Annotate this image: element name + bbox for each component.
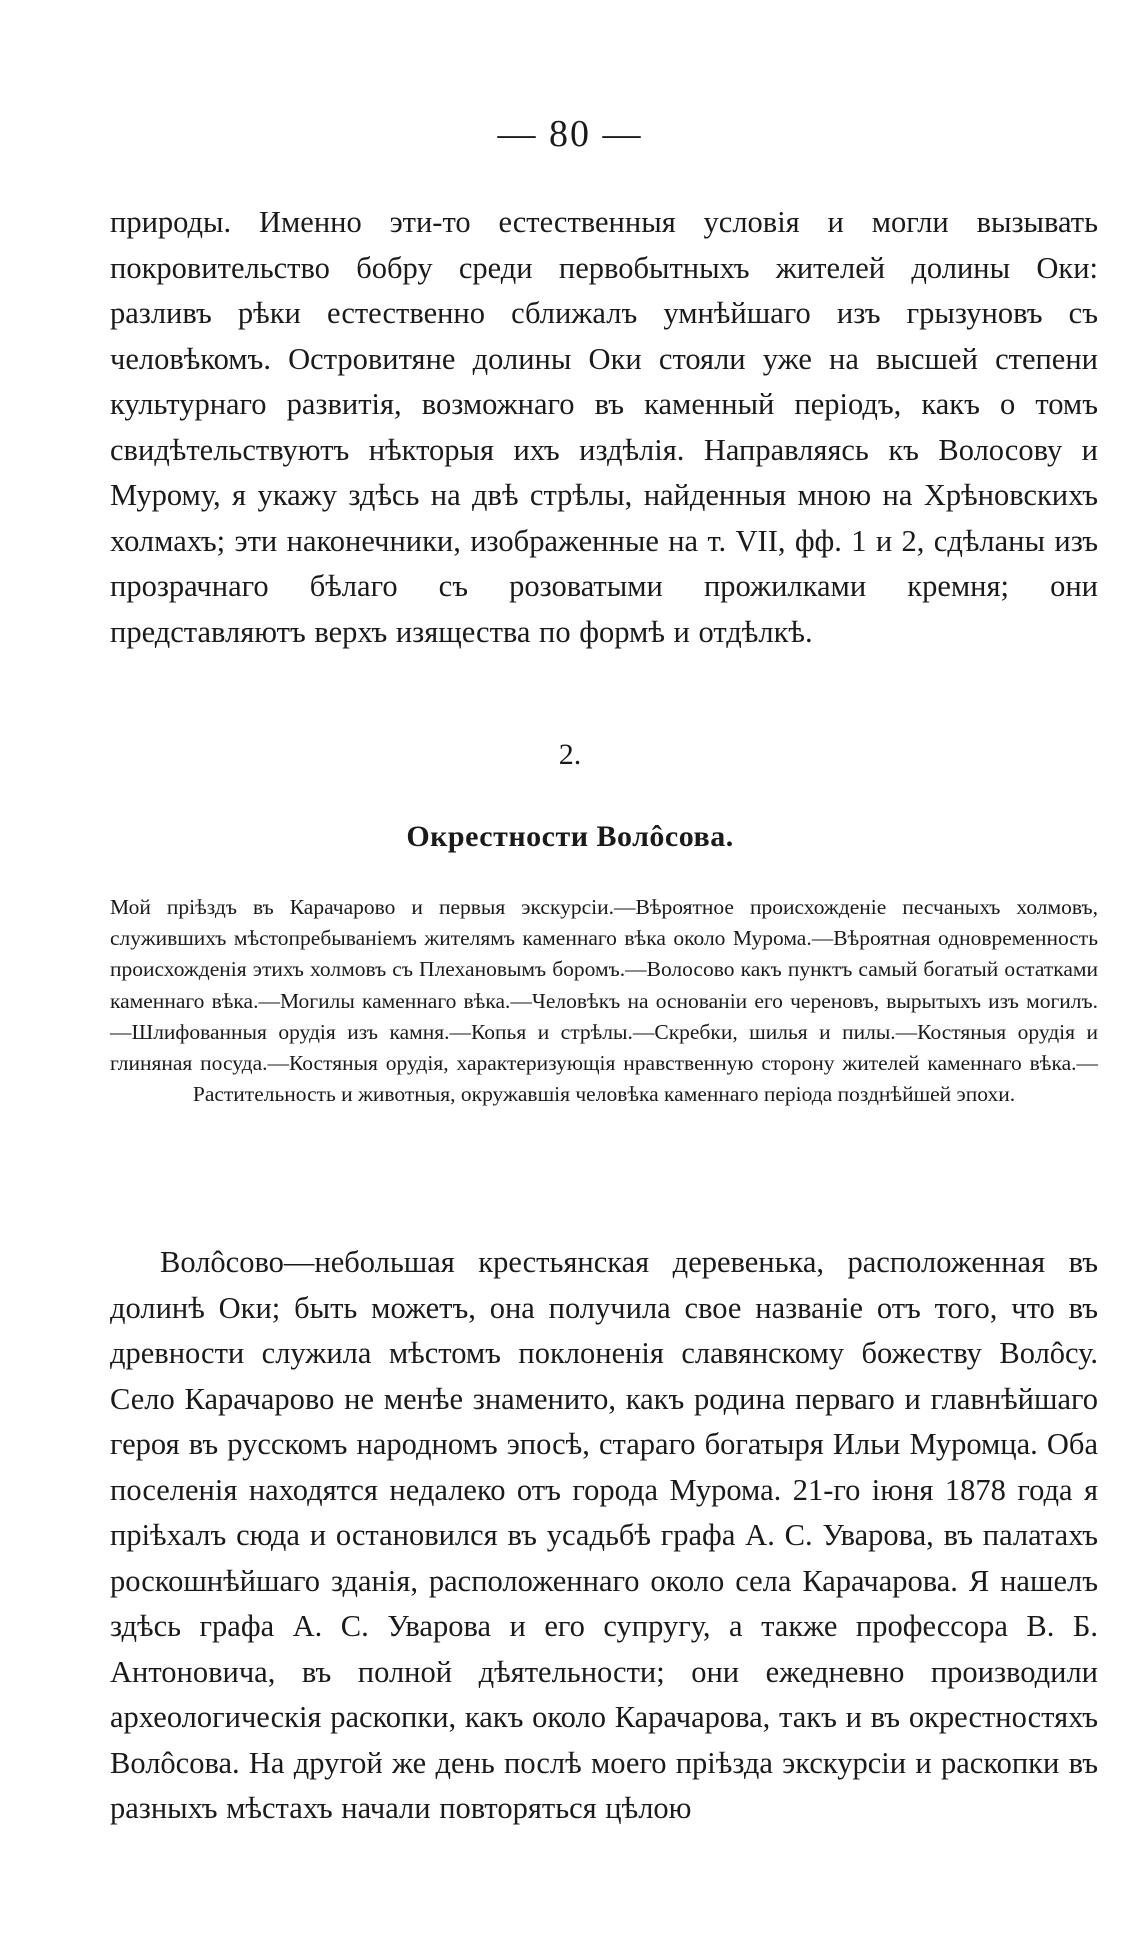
chapter-summary [110, 892, 1098, 1110]
summary-text: Мой пріѣздъ въ Карачарово и первыя экскурсіи.—Вѣроятное происхожденіе песчаныхъ холмовъ, служившихъ мѣстопребываніемъ жителямъ каменнаго вѣка около Мурома.—Вѣроятная одновременность происхожденія этихъ холмовъ съ Плехановымъ боромъ.—Волосово какъ пунктъ самый богатый остатками каменнаго вѣка.—Могилы каменнаго вѣка.—Человѣкъ на основаніи его череновъ, вырытыхъ изъ могилъ.—Шлифованныя орудія изъ камня.—Копья и стрѣлы.—Скребки, шилья и пилы.—Костяныя орудія и глиняная посуда.—Костяныя орудія, характеризующія нравственную сторону жителей каменнаго вѣка.—Растительность и животныя, окружавшія человѣка каменнаго періода позднѣйшей эпохи. [110, 895, 1098, 1107]
paragraph-continuation [110, 200, 1098, 655]
page-number: — 80 — [497, 113, 643, 155]
section-number: 2. [558, 738, 582, 771]
section-body [110, 1240, 1098, 1832]
paragraph-text: Волôсово—небольшая крестьянская деревенька, расположенная въ долинѣ Оки; быть можетъ, она получила свое названіе отъ того, что въ древности служила мѣстомъ поклоненія славянскому божеству Волôсу. Село Карачарово не менѣе знаменито, какъ родина перваго и главнѣйшаго героя въ русскомъ народномъ эпосѣ, стараго богатыря Ильи Муромца. Оба поселенія находятся недалеко отъ города Мурома. 21-го іюня 1878 года я пріѣхалъ сюда и остановился въ усадьбѣ графа А. С. Уварова, въ палатахъ роскошнѣйшаго зданія, расположеннаго около села Карачарова. Я нашелъ здѣсь графа А. С. Уварова и его супругу, а также профессора В. Б. Антоновича, въ полной дѣятельности; они ежедневно производили археологическія раскопки, какъ около Карачарова, такъ и въ окрестностяхъ Волôсова. На другой же день послѣ моего пріѣзда экскурсіи и раскопки въ разныхъ мѣстахъ начали повторяться цѣлою [110, 1245, 1098, 1825]
section-title: Окрестности Волôсова. [406, 820, 734, 853]
paragraph-text: природы. Именно эти-то естественныя условія и могли вызывать покровительство бобру среди первобытныхъ жителей долины Оки: разливъ рѣки естественно сближалъ умнѣйшаго изъ грызуновъ съ человѣкомъ. Островитяне долины Оки стояли уже на высшей степени культурнаго развитія, возможнаго въ каменный періодъ, какъ о томъ свидѣтельствуютъ нѣкторыя ихъ издѣлія. Направляясь къ Волосову и Мурому, я укажу здѣсь на двѣ стрѣлы, найденныя мною на Хрѣновскихъ холмахъ; эти наконечники, изображенные на т. VII, фф. 1 и 2, сдѣланы изъ прозрачнаго бѣлаго съ розоватыми прожилками кремня; они представляютъ верхъ изящества по формѣ и отдѣлкѣ. [110, 205, 1098, 649]
